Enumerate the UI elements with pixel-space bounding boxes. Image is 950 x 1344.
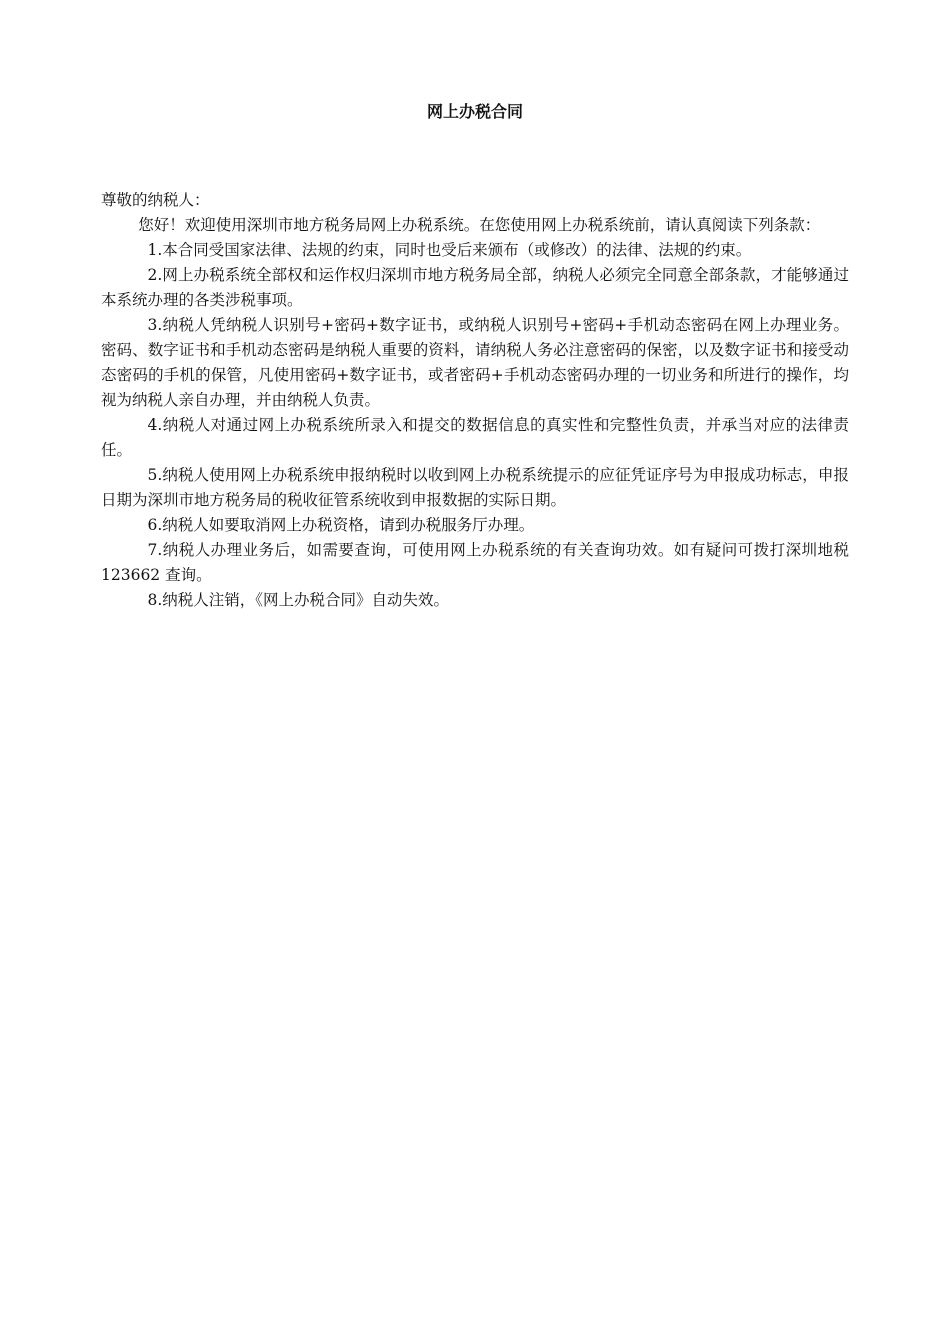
clause-5: 5.纳税人使用网上办税系统申报纳税时以收到网上办税系统提示的应征凭证序号为申报成功标志，申报日期为深圳市地方税务局的税收征管系统收到申报数据的实际日期。	[101, 466, 849, 509]
document-title: 网上办税合同	[426, 102, 523, 121]
clause-1: 1.本合同受国家法律、法规的约束，同时也受后来颁布（或修改）的法律、法规的约束。	[147, 241, 752, 259]
clause-2: 2.网上办税系统全部权和运作权归深圳市地方税务局全部，纳税人必须完全同意全部条款，才能够通过本系统办理的各类涉税事项。	[101, 266, 849, 309]
document-page	[101, 100, 849, 613]
salutation: 尊敬的纳税人：	[101, 191, 210, 209]
clause-7: 7.纳税人办理业务后，如需要查询，可使用网上办税系统的有关查询功效。如有疑问可拨打深圳地税 123662 查询。	[101, 541, 849, 584]
clause-8: 8.纳税人注销，《网上办税合同》自动失效。	[147, 591, 450, 609]
clause-6: 6.纳税人如要取消网上办税资格，请到办税服务厅办理。	[147, 516, 535, 534]
intro-paragraph: 您好！欢迎使用深圳市地方税务局网上办税系统。在您使用网上办税系统前，请认真阅读下列条款：	[138, 216, 821, 234]
clause-3: 3.纳税人凭纳税人识别号+密码+数字证书，或纳税人识别号+密码+手机动态密码在网上办理业务。密码、数字证书和手机动态密码是纳税人重要的资料，请纳税人务必注意密码的保密，以及数字证书和接受动态密码的手机的保管，凡使用密码+数字证书，或者密码+手机动态密码办理的一切业务和所进行的操作，均视为纳税人亲自办理，并由纳税人负责。	[101, 316, 849, 409]
clause-4: 4.纳税人对通过网上办税系统所录入和提交的数据信息的真实性和完整性负责，并承当对应的法律责任。	[101, 416, 849, 459]
